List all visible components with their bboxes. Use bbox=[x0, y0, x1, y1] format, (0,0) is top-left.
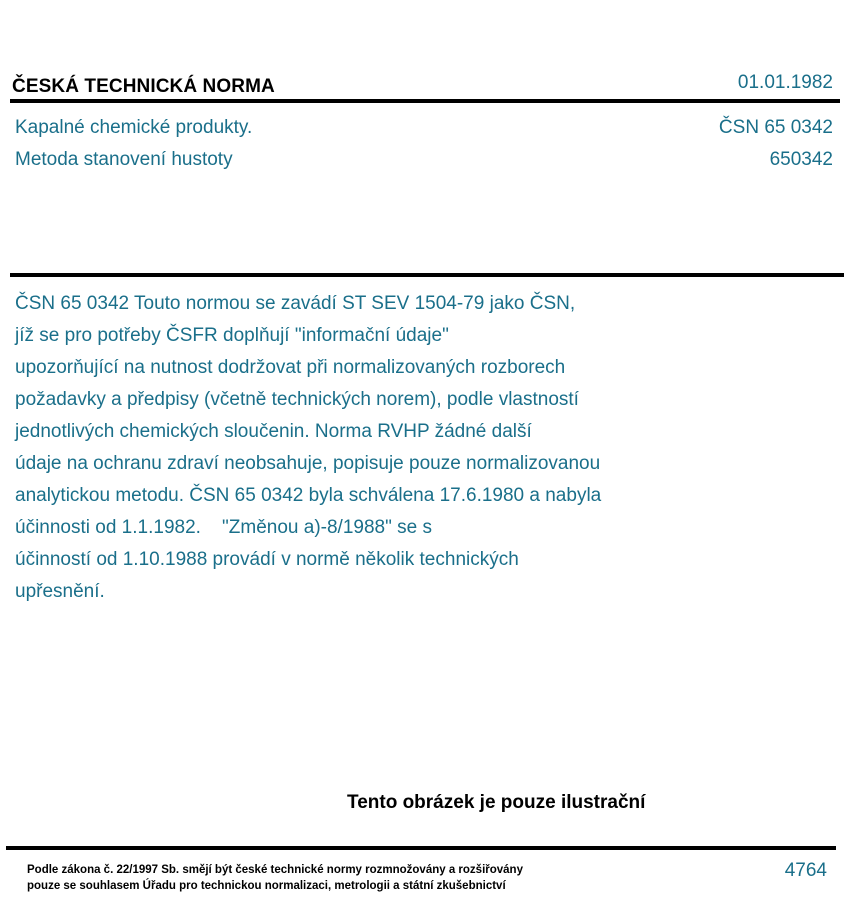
standard-title-line-1: Kapalné chemické produkty. bbox=[15, 117, 253, 138]
annotation-text bbox=[15, 288, 715, 608]
copyright-line-2: pouze se souhlasem Úřadu pro technickou normalizaci, metrologii a státní zkušebnictví bbox=[27, 880, 506, 892]
illustration-notice: Tento obrázek je pouze ilustrační bbox=[347, 792, 646, 813]
annotation-line: upřesnění. bbox=[15, 581, 105, 602]
standard-title-line-2: Metoda stanovení hustoty bbox=[15, 149, 233, 170]
annotation-line: účinností od 1.10.1988 provádí v normě několik technických bbox=[15, 549, 519, 570]
annotation-line: upozorňující na nutnost dodržovat při normalizovaných rozborech bbox=[15, 357, 566, 378]
annotation-line: požadavky a předpisy (včetně technických norem), podle vlastností bbox=[15, 389, 579, 410]
catalog-number: 650342 bbox=[769, 149, 833, 170]
annotation-line: údaje na ochranu zdraví neobsahuje, popisuje pouze normalizovanou bbox=[15, 453, 601, 474]
annotation-line: účinnosti od 1.1.1982. "Změnou a)-8/1988" se s bbox=[15, 517, 432, 538]
section-divider bbox=[10, 273, 844, 277]
effective-date: 01.01.1982 bbox=[737, 72, 833, 93]
standard-code: ČSN 65 0342 bbox=[718, 117, 833, 138]
header-divider bbox=[10, 99, 840, 103]
annotation-line: jíž se pro potřeby ČSFR doplňují "informační údaje" bbox=[15, 325, 449, 346]
document-type-heading: ČESKÁ TECHNICKÁ NORMA bbox=[12, 76, 275, 97]
page-number: 4764 bbox=[784, 860, 827, 881]
annotation-line: jednotlivých chemických sloučenin. Norma RVHP žádné další bbox=[15, 421, 532, 442]
annotation-line: analytickou metodu. ČSN 65 0342 byla schválena 17.6.1980 a nabyla bbox=[15, 485, 602, 506]
annotation-line: ČSN 65 0342 Touto normou se zavádí ST SEV 1504-79 jako ČSN, bbox=[15, 293, 576, 314]
footer-divider bbox=[6, 846, 836, 850]
copyright-notice bbox=[27, 862, 523, 894]
copyright-line-1: Podle zákona č. 22/1997 Sb. smějí být české technické normy rozmnožovány a rozšiřovány bbox=[27, 864, 523, 876]
